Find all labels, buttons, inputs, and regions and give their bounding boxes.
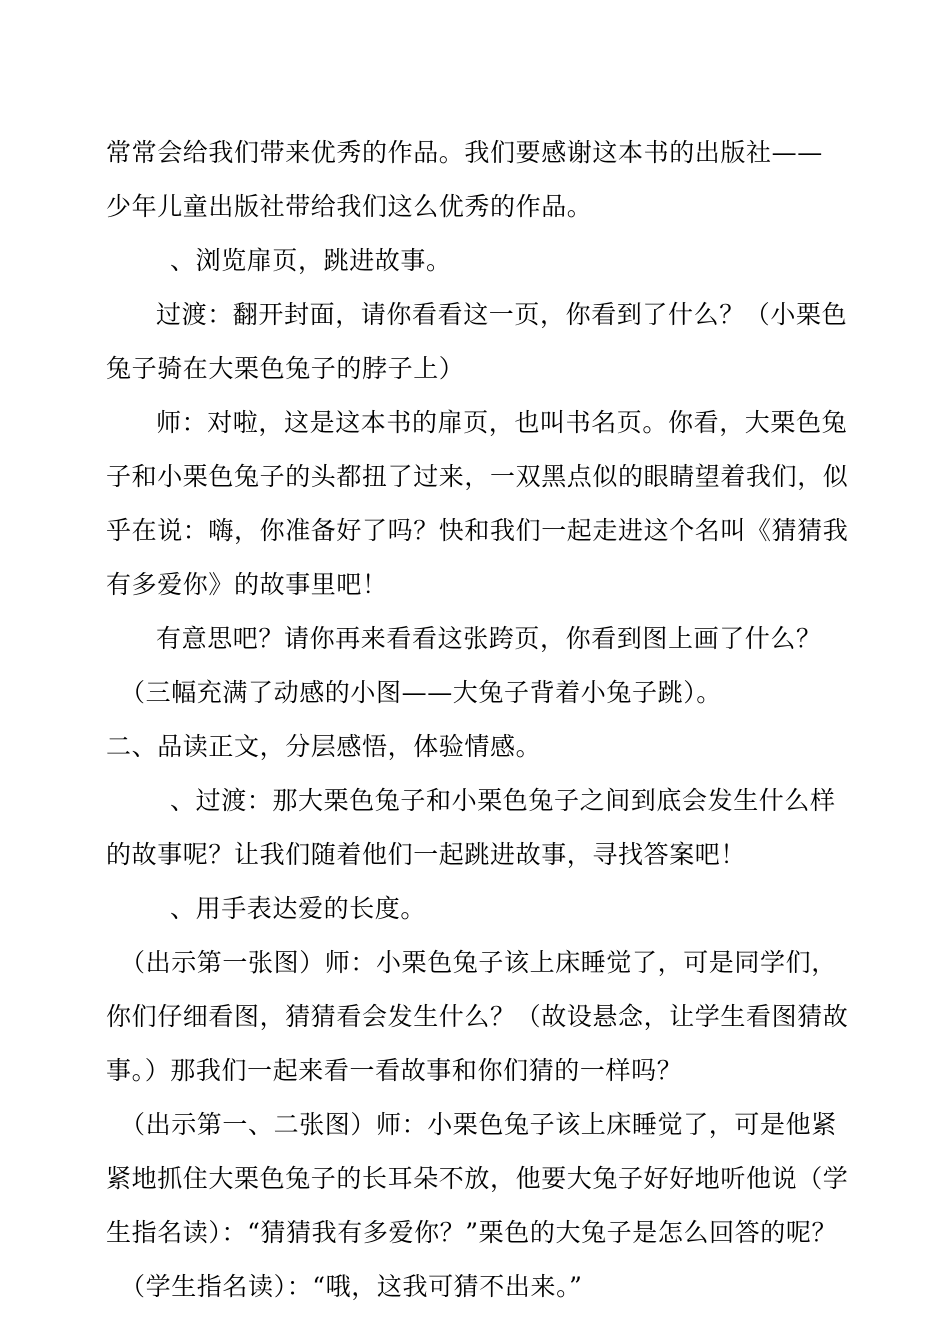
text-line-11: （三幅充满了动感的小图——大兔子背着小兔子跳）。 — [120, 678, 722, 707]
text-line-14: 的故事呢？让我们随着他们一起跳进故事，寻找答案吧！ — [106, 840, 747, 869]
text-line-3: 、浏览扉页，跳进故事。 — [170, 246, 452, 275]
text-line-21: 生指名读）：“猜猜我有多爱你？”栗色的大兔子是怎么回答的呢？ — [106, 1218, 838, 1247]
text-line-22: （学生指名读）：“哦，这我可猜不出来。” — [120, 1272, 583, 1301]
text-line-8: 乎在说：嗨，你准备好了吗？快和我们一起走进这个名叫《猜猜我 — [106, 516, 849, 545]
text-line-9: 有多爱你》的故事里吧！ — [106, 570, 388, 599]
text-line-1: 常常会给我们带来优秀的作品。我们要感谢这本书的出版社—— — [106, 138, 823, 167]
text-line-18: 事。）那我们一起来看一看故事和你们猜的一样吗？ — [106, 1056, 683, 1085]
text-line-19: （出示第一、二张图）师：小栗色兔子该上床睡觉了，可是他紧 — [120, 1110, 837, 1139]
text-line-2: 少年儿童出版社带给我们这么优秀的作品。 — [106, 192, 593, 221]
text-line-7: 子和小栗色兔子的头都扭了过来，一双黑点似的眼睛望着我们，似 — [106, 462, 849, 491]
text-line-5: 兔子骑在大栗色兔子的脖子上） — [106, 354, 465, 383]
text-line-12: 二、品读正文，分层感悟，体验情感。 — [106, 732, 542, 761]
text-line-10: 有意思吧？请你再来看看这张跨页，你看到图上画了什么？ — [156, 624, 822, 653]
text-line-16: （出示第一张图）师：小栗色兔子该上床睡觉了，可是同学们， — [120, 948, 837, 977]
text-line-4: 过渡：翻开封面，请你看看这一页，你看到了什么？（小栗色 — [156, 300, 848, 329]
text-line-6: 师：对啦，这是这本书的扉页，也叫书名页。你看，大栗色兔 — [156, 408, 848, 437]
text-line-20: 紧地抓住大栗色兔子的长耳朵不放，他要大兔子好好地听他说（学 — [106, 1164, 849, 1193]
text-line-15: 、用手表达爱的长度。 — [170, 894, 427, 923]
text-line-13: 、过渡：那大栗色兔子和小栗色兔子之间到底会发生什么样 — [170, 786, 836, 815]
text-line-17: 你们仔细看图，猜猜看会发生什么？（故设悬念，让学生看图猜故 — [106, 1002, 849, 1031]
